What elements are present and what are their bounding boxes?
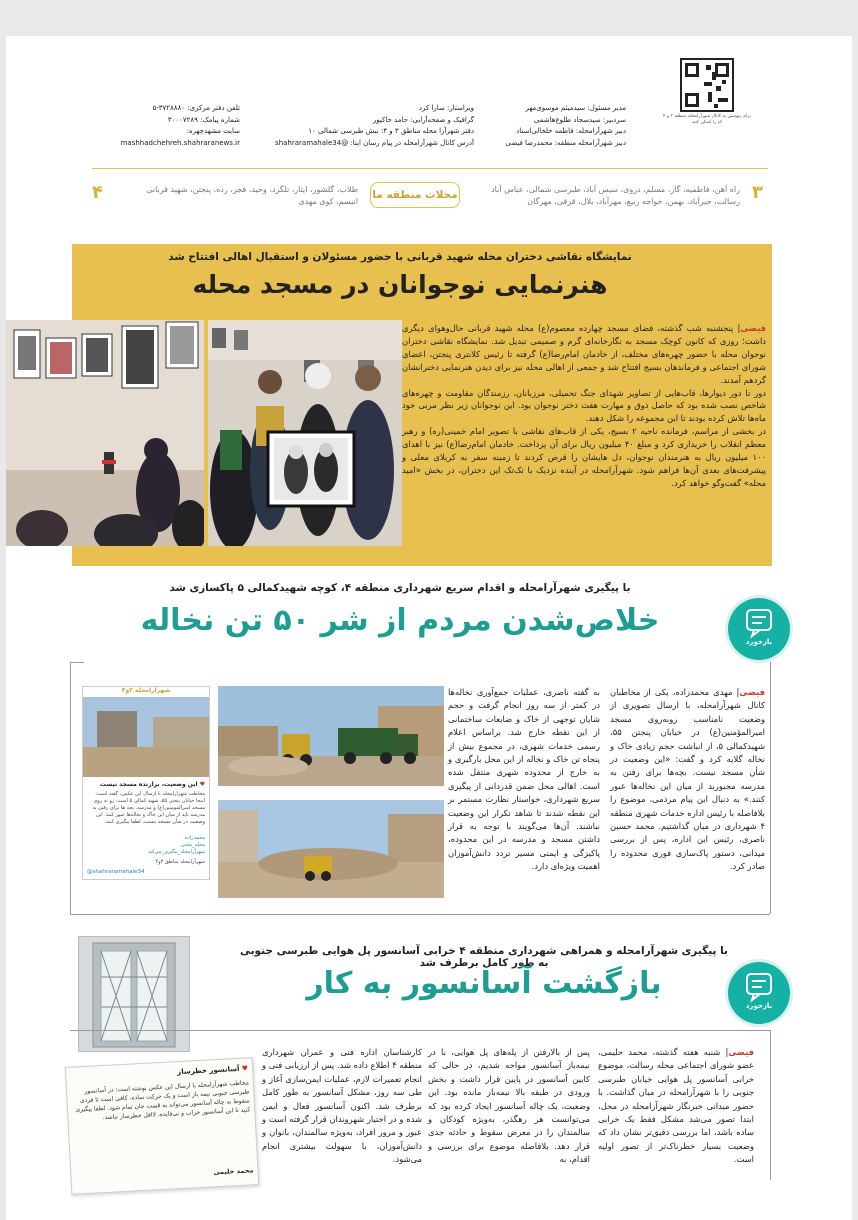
credit-line: ویراستار: سارا کرد <box>418 104 474 112</box>
section-badge-label: محلات منطقه ما <box>372 189 458 201</box>
exhibition-wall-photo <box>6 320 204 546</box>
article-3-col-1 <box>598 1046 754 1167</box>
source-sep: | <box>732 687 740 697</box>
feedback-badge <box>728 598 790 660</box>
credit-line: دبیر شهرآرامحله: فاطمه خلخالی‌استاد <box>516 127 626 135</box>
before-cleanup-photo <box>218 686 444 786</box>
source-tag: فیضی <box>728 1047 754 1057</box>
frame-tick <box>70 662 84 663</box>
credit-line: گرافیک و صفحه‌آرایی: حامد خاکپور <box>372 115 474 124</box>
source-tag: فیضی <box>739 687 765 697</box>
card-tags <box>87 835 205 856</box>
credits-col-3 <box>121 103 240 149</box>
after-cleanup-photo <box>218 800 444 898</box>
feedback-badge <box>728 962 790 1024</box>
qr-caption: برای پیوستن به کانال شهرآرامحله منطقه ۳ و ۴ کد را اسکن کنید <box>663 114 751 125</box>
nav-line: طلاب، گلشور، ایثار، تلگرد، وحید، فجر، رده، پنجتن، شهید قربانی <box>146 185 358 194</box>
credit-line: آدرس کانال شهرآرامحله در پیام رسان ایتا: @shahraramahale34 <box>275 138 474 147</box>
card-caption-text: این وضعیت، برازنده مسجد نیست <box>99 781 198 788</box>
nav-divider <box>92 168 768 169</box>
article-1-p3: در بخشی از مراسم، فرمانده ناحیه ۲ بسیج، یکی از قاب‌های نقاشی با تصویر امام خمینی(ره) و رهبر معظم انقلاب را خریداری کرد و مبلغ ۴۰ میلیون ریال برای آن پرداخت. خادمان امام‌رضا(ع) نیز با اهدای ۱۰۰ میلیون ریال به هنرمندان نوجوان، دل هایشان را قرص کردند تا زمینه سفر به کربلای معلی و پیشرفت‌های بعدی آن‌ها فراهم شود. شهرآرامحله در آینده نزدیک با تک‌تک این دختران، در بخش «امید محله» گفت‌وگو خواهد کرد. <box>402 426 767 488</box>
card-tag[interactable]: شهرآرامحله_پیگیری_می‌کند <box>148 849 205 855</box>
source-sep: | <box>733 323 741 333</box>
feedback-badge-label: بازخورد <box>745 638 773 646</box>
note-title-text: آسانسور خطرساز <box>176 1064 240 1077</box>
credit-line: شماره پیامک: ۳۰۰۰۷۲۸۹ <box>167 115 240 124</box>
article-3-title: بازگشت آسانسور به کار <box>306 966 662 1001</box>
section-badge <box>370 182 460 208</box>
article-3-col-3: کارشناسان اداره فنی و عمران شهرداری منطقه ۴ اطلاع داده شد. پس از ارزیابی فنی و انجام تعمیرات لازم، عملیات ایمن‌سازی آغاز و طی سه روز، مشکل آسانسور به طور کامل برطرف شد. اکنون آسانسور فعال و ایمن شده و در اختیار شهروندان قرار گرفته است و عبور و مرور افراد، به‌ویژه سالمندان، بانوان و دانش‌آموزان، با سهولت بیشتری انجام می‌شود. <box>262 1047 422 1165</box>
heart-icon: ♥ <box>241 1064 249 1073</box>
nav-line: رسالت، خیرآباد، بهمن، خواجه ربیع، مهرآباد، بلال، قرقی، مهرگان <box>527 197 740 206</box>
frame-right <box>770 1030 771 1180</box>
article-3-kicker: با پیگیری شهرآرامحله و همراهی شهرداری منطقه ۴ خرابی آسانسور پل هوایی طبرسی جنوبی به طور کامل برطرف شد <box>239 945 729 969</box>
credit-line: دبیر شهرآرامحله منطقه: محمدرضا فیضی <box>505 138 626 147</box>
article-2-text-right: مهدی محمدزاده، یکی از مخاطبان کانال شهرآرامحله، با ارسال تصویری از وضعیت نامناسب روبه‌روی مسجد امیرالمؤمنین(ع) در خیابان پنجتن ۵۵، شهیدکمالی ۵، از انباشت حجم زیادی خاک و نخاله گلایه کرد و گفت: «این وضعیت در شأن مسجد نیست. بچه‌ها برای رفتن به مدرسه مجبورند از میان این نخاله‌ها عبور کنند.» به دنبال این پیام مردمی، موضوع را بلافاصله با رئیس اداره خدمات شهری منطقه ۴ شهرداری در میان گذاشتیم. محمد حسین ناصری، رئیس این اداره، پس از بررسی میدانی، دستور پاک‌سازی فوری محدوده را صادر کرد. <box>610 687 765 872</box>
card-tag[interactable]: محمدزاده <box>184 835 205 841</box>
credits-col-2 <box>275 103 474 149</box>
frame-right <box>770 662 771 914</box>
article-2-kicker: با پیگیری شهرآرامحله و اقدام سریع شهرداری منطقه ۴، کوچه شهیدکمالی ۵ پاکسازی شد <box>169 582 631 594</box>
article-1-title: هنرنمایی نوجوانان در مسجد محله <box>192 270 608 299</box>
frame-bottom <box>70 914 770 915</box>
reader-post-card <box>82 686 210 880</box>
nav-line: راه آهن، فاطمیه، گاز، مسلم، دروی، سیس آباد، طبرسی شمالی، عباس آباد <box>491 185 740 194</box>
credit-line: سردبیر: سیدسجاد طلوع‌هاشمی <box>533 115 626 124</box>
card-body: مخاطب شهرآرامحله با ارسال این عکس، گفته است: اینجا خیابان پنجتن ۵۵، شهید کمالی ۵ است، رو به روی مسجد امیرالمومنین(ع) و مدرسه. بچه ها برای رفتن به مدرسه باید از میان این خاک و نخاله‌ها عبور کنند. این وضعیت در شأن مسجد نیست، لطفا پیگیری کنید. <box>92 791 205 825</box>
elevator-photo <box>78 936 190 1052</box>
chat-bubble-icon <box>728 962 790 1024</box>
reader-note-card <box>65 1057 259 1195</box>
article-1-kicker: نمایشگاه نقاشی دختران محله شهید قربانی با حضور مسئولان و استقبال اهالی افتتاح شد <box>168 251 632 263</box>
neighborhoods-left <box>118 184 358 208</box>
award-ceremony-photo <box>208 320 402 546</box>
credit-line: مدیر مسئول: سیدمیثم موسوی‌مهر <box>525 104 626 112</box>
website-link[interactable]: mashhadchehreh.shahraranews.ir <box>120 138 240 147</box>
article-2-col-right <box>610 686 765 874</box>
article-1-paragraph <box>402 322 766 387</box>
card-tag[interactable]: محله_پنجتن <box>180 842 205 848</box>
credit-line: دفتر شهرآرا محله مناطق ۳ و ۴: نبش طبرسی شمالی ۱۰ <box>308 127 474 135</box>
article-1-body <box>402 322 766 490</box>
card-footer: شهرآرامحله مناطق ۳و۴ <box>155 859 205 865</box>
credits-col-1 <box>505 103 626 149</box>
page-number-right: ۳ <box>752 182 763 203</box>
feedback-badge-label: بازخورد <box>745 1002 773 1010</box>
article-3-col-2: پس از بالارفتن از پله‌های پل هوایی، با در نیمه‌باز آسانسور مواجه شدیم، در حالی که کابین آسانسور در پایین قرار داشت و بخش ورودی در طبقه بالا نیمه‌باز مانده بود. این وضعیت، یک چاله آسانسور ایجاد کرده بود که می‌توانست هر رهگذر، به‌ویژه کودکان و سالمندان را در معرض سقوط و حادثه جدی قرار دهد. بلافاصله موضوع برای بررسی و اقدام، به <box>428 1047 590 1165</box>
credit-line: سایت مشهدچهره: <box>186 127 240 135</box>
qr-code[interactable] <box>680 58 734 112</box>
article-1-p2: دور تا دور دیوارها، قاب‌هایی از تصاویر شهدای جنگ تحمیلی، مرزبانان، رزمندگان مقاومت و چهره‌های شاخص نصب شده بود که حاصل ذوق و مهارت هفت دختر نوجوان بود. این نوجوانان زیر نظر مربی خود ماه‌ها تلاش کرده بودند تا این مجموعه را شکل دهند. <box>402 387 766 424</box>
card-caption <box>87 781 205 788</box>
article-1-p1: پنجشنبه شب گذشته، فضای مسجد چهارده معصوم(ع) محله شهید قربانی حال‌وهوای دیگری داشت؛ روزی که کانون کوچک مسجد به نگارخانه‌ای گرم و صمیمی تبدیل شد. نمایشگاه نقاشی دختران نوجوان محله با حضور چهره‌های مختلف، از خادمان امام‌رضا(ع) گرفته تا رئیس کلانتری پنجتن، اعضای شورای اجتماعی و فرماندهان بسیج افتتاح شد و جمعی از اهالی محله نیز برای دیدن هنرنمایی دخترانشان گردهم آمدند. <box>402 323 766 385</box>
heart-icon: ♥ <box>199 781 205 788</box>
nav-line: انیسم، کوی مهدی <box>298 197 358 206</box>
credit-line: تلفن دفتر مرکزی: ۳۷۲۸۸۸۰-۵ <box>152 104 240 112</box>
card-handle[interactable]: @shahraramahale34 <box>87 869 145 875</box>
chat-bubble-icon <box>728 598 790 660</box>
frame-top <box>70 1030 770 1031</box>
neighborhoods-right <box>440 184 740 208</box>
note-body: مخاطب شهرآرامحله با ارسال این عکس نوشته است: در آسانسور طبرسی جنوبی نیمه باز است و یک حرکت ساده، کافی است تا فردی سقوط به چاله آسانسور می‌تواند به قیمت جان تمام شود. لطفا پیگیری کنید تا این آسانسور خراب و بی‌فایده، لااقل خطرساز نباشد. <box>75 1079 251 1122</box>
source-sep: | <box>720 1047 729 1057</box>
card-header: شهرآرامحله ۳و۴ <box>121 687 171 694</box>
card-photo <box>83 697 209 777</box>
note-signature: محمد حلیمی <box>213 1166 254 1177</box>
page-number-left: ۴ <box>92 182 103 203</box>
source-tag: فیضی <box>740 323 767 333</box>
article-2-title: خلاص‌شدن مردم از شر ۵۰ تن نخاله <box>140 603 660 638</box>
article-2-col-left: به گفته ناصری، عملیات جمع‌آوری نخاله‌ها در کمتر از سه روز انجام گرفت و حجم شایان توجهی از خاک و ضایعات ساختمانی از این نقطه خارج شد. براساس اعلام رسمی خدمات شهری، در مجموع بیش از پنجاه تن خاک و نخاله از این محل بارگیری و به خارج از محدوده شهری منتقل شده است. اهالی محل ضمن قدردانی از پیگیری سریع شهرداری، خواستار نظارت مستمر بر این نقطه شدند تا شاهد تکرار این وضعیت نباشند. آن‌ها می‌گویند با توجه به قرار داشتن مسجد و مدرسه در این محدوده، پاکیزگی و ایمنی مسیر تردد دانش‌آموزان اهمیت ویژه‌ای دارد. <box>448 687 600 872</box>
article-3-text-1: شنبه هفته گذشته، محمد حلیمی، عضو شورای اجتماعی محله رسالت، موضوع خرابی آسانسور پل هوایی خیابان طبرسی جنوبی را با شهرآرامحله در میان گذاشت. با حضور میدانی خبرنگار شهرآرامحله در محل، ابتدا تصور می‌شد مشکل فقط یک خرابی ساده باشد، اما بررسی دقیق‌تر نشان داد که وضعیت بسیار خطرناک‌تر از تصور اولیه است. <box>598 1047 754 1165</box>
